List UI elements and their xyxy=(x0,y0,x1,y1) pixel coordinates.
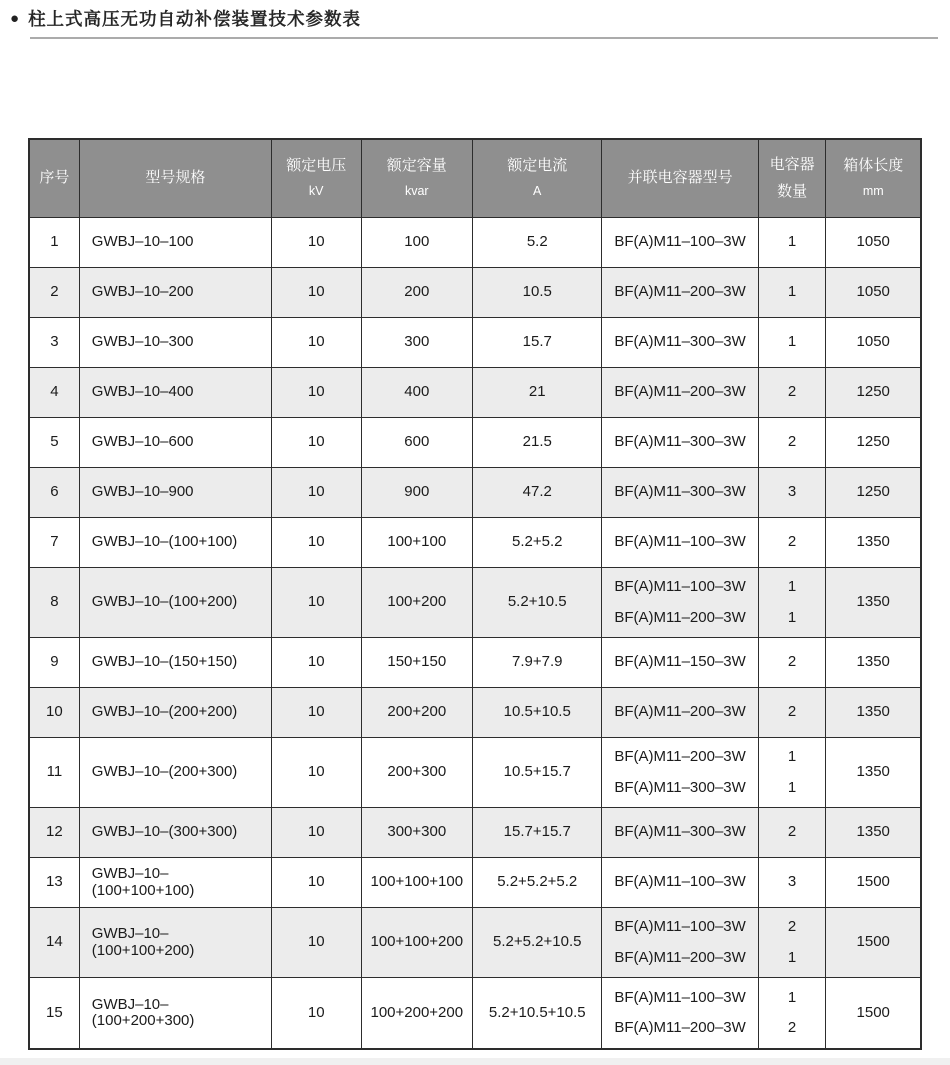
cell-box-length xyxy=(826,568,920,638)
cell-text: GWBJ–10–(200+200) xyxy=(91,703,238,721)
cell-text: 2 xyxy=(50,283,59,301)
cell-text: 10 xyxy=(307,483,325,501)
cell-text: 1500 xyxy=(856,1003,890,1021)
page-title xyxy=(10,6,361,31)
cell-text: 300 xyxy=(404,333,430,351)
cell-current xyxy=(473,518,602,568)
cell-text: BF(A)M11–300–3W xyxy=(614,483,746,501)
cell-capacity xyxy=(362,908,474,978)
cell-text: 1 xyxy=(787,233,797,251)
cell-text: GWBJ–10–200 xyxy=(91,283,194,301)
cell-text: 200+300 xyxy=(387,763,447,781)
page-bottom-strip xyxy=(0,1058,950,1065)
cell-voltage xyxy=(272,568,362,638)
column-header-unit: kvar xyxy=(404,183,429,198)
table-row xyxy=(30,318,920,368)
cell-seq xyxy=(30,518,80,568)
cell-text: 13 xyxy=(46,873,63,891)
cell-text: BF(A)M11–100–3W xyxy=(614,988,746,1006)
column-header-unit: kV xyxy=(308,183,324,198)
cell-text: 600 xyxy=(404,433,430,451)
cell-text: 4 xyxy=(50,383,59,401)
cell-text: GWBJ–10–(200+300) xyxy=(91,763,238,781)
cell-model xyxy=(80,568,272,638)
cell-text: 1350 xyxy=(856,763,890,781)
cell-model xyxy=(80,738,272,808)
table-row xyxy=(30,688,920,738)
cell-capacitor-model xyxy=(602,858,758,908)
cell-text: 300+300 xyxy=(387,823,447,841)
cell-text: 150+150 xyxy=(387,653,447,671)
cell-capacitor-count xyxy=(759,688,827,738)
cell-text: 5 xyxy=(50,433,59,451)
cell-box-length xyxy=(826,978,920,1048)
column-header-label: 额定电流 xyxy=(507,157,568,175)
cell-current xyxy=(473,908,602,978)
cell-text: GWBJ–10–100 xyxy=(91,233,194,251)
cell-text: 21.5 xyxy=(522,433,552,451)
cell-current xyxy=(473,858,602,908)
cell-voltage xyxy=(272,908,362,978)
cell-model xyxy=(80,318,272,368)
cell-text: 7 xyxy=(50,533,59,551)
cell-text: 1050 xyxy=(856,233,890,251)
cell-text: 2 xyxy=(787,823,797,841)
cell-text: 15 xyxy=(46,1003,63,1021)
cell-text: 7.9+7.9 xyxy=(512,653,563,671)
cell-text: GWBJ–10–(100+200+300) xyxy=(91,995,195,1029)
cell-model xyxy=(80,268,272,318)
cell-voltage xyxy=(272,218,362,268)
cell-model xyxy=(80,688,272,738)
cell-model xyxy=(80,418,272,468)
cell-current xyxy=(473,218,602,268)
cell-voltage xyxy=(272,318,362,368)
cell-text: GWBJ–10–300 xyxy=(91,333,194,351)
cell-text: 10 xyxy=(307,433,325,451)
cell-voltage xyxy=(272,468,362,518)
cell-voltage xyxy=(272,518,362,568)
cell-seq xyxy=(30,908,80,978)
cell-voltage xyxy=(272,978,362,1048)
cell-box-length xyxy=(826,218,920,268)
cell-voltage xyxy=(272,368,362,418)
cell-text: 1 xyxy=(787,778,797,796)
cell-capacitor-count xyxy=(759,368,827,418)
cell-model xyxy=(80,978,272,1048)
cell-text: BF(A)M11–200–3W xyxy=(614,283,746,301)
cell-text: 1350 xyxy=(856,703,890,721)
table-row xyxy=(30,568,920,638)
cell-model xyxy=(80,518,272,568)
cell-text: GWBJ–10–(100+100+100) xyxy=(91,865,195,899)
cell-text: 5.2+5.2 xyxy=(512,533,563,551)
cell-seq xyxy=(30,268,80,318)
cell-text: 11 xyxy=(46,763,63,781)
cell-seq xyxy=(30,318,80,368)
cell-seq xyxy=(30,688,80,738)
table-header-row xyxy=(30,140,920,218)
cell-text: GWBJ–10–(100+100+200) xyxy=(91,925,195,959)
table-row xyxy=(30,908,920,978)
cell-text: BF(A)M11–200–3W xyxy=(614,608,746,626)
cell-capacitor-model xyxy=(602,738,758,808)
cell-text: BF(A)M11–300–3W xyxy=(614,778,746,796)
column-header-model xyxy=(80,140,272,218)
cell-text: 2 xyxy=(787,918,797,935)
cell-text: 1 xyxy=(787,578,797,595)
cell-text: 10 xyxy=(307,283,325,301)
cell-text: 10 xyxy=(307,933,325,951)
cell-text: 10 xyxy=(307,873,325,891)
cell-capacity xyxy=(362,318,474,368)
cell-box-length xyxy=(826,858,920,908)
cell-text: BF(A)M11–150–3W xyxy=(614,653,746,671)
cell-capacity xyxy=(362,568,474,638)
cell-text: 15.7+15.7 xyxy=(503,823,571,841)
cell-text: 14 xyxy=(46,933,63,951)
cell-text: 12 xyxy=(46,823,63,841)
cell-text: BF(A)M11–100–3W xyxy=(614,918,746,935)
cell-text: 3 xyxy=(50,333,59,351)
cell-text: BF(A)M11–300–3W xyxy=(614,433,746,451)
cell-text: BF(A)M11–100–3W xyxy=(614,233,746,251)
cell-text: 47.2 xyxy=(522,483,552,501)
cell-current xyxy=(473,268,602,318)
cell-text: 1 xyxy=(50,233,59,251)
table-row xyxy=(30,808,920,858)
cell-text: GWBJ–10–600 xyxy=(91,433,194,451)
cell-model xyxy=(80,638,272,688)
bullet-icon: ● xyxy=(10,10,20,27)
cell-text: 10 xyxy=(307,593,325,611)
cell-text: 15.7 xyxy=(522,333,552,351)
cell-text: BF(A)M11–300–3W xyxy=(614,823,746,841)
cell-text: 100+200 xyxy=(387,593,447,611)
cell-current xyxy=(473,808,602,858)
cell-capacitor-count xyxy=(759,518,827,568)
cell-text: 1350 xyxy=(856,653,890,671)
cell-text: 400 xyxy=(404,383,430,401)
column-header-label: 并联电容器型号 xyxy=(627,169,733,187)
cell-capacitor-count xyxy=(759,638,827,688)
cell-current xyxy=(473,368,602,418)
column-header-box-length xyxy=(826,140,920,218)
cell-text: GWBJ–10–900 xyxy=(91,483,194,501)
cell-text: 8 xyxy=(50,593,59,611)
cell-text: 10 xyxy=(307,383,325,401)
cell-text: 3 xyxy=(787,483,797,501)
cell-seq xyxy=(30,568,80,638)
cell-capacitor-model xyxy=(602,318,758,368)
column-header-seq xyxy=(30,140,80,218)
cell-text: BF(A)M11–100–3W xyxy=(614,873,746,891)
cell-seq xyxy=(30,808,80,858)
cell-capacitor-model xyxy=(602,218,758,268)
cell-capacity xyxy=(362,978,474,1048)
cell-model xyxy=(80,218,272,268)
cell-model xyxy=(80,908,272,978)
cell-text: 10 xyxy=(307,703,325,721)
cell-text: GWBJ–10–(100+200) xyxy=(91,593,238,611)
cell-box-length xyxy=(826,808,920,858)
cell-seq xyxy=(30,638,80,688)
cell-current xyxy=(473,688,602,738)
cell-text: BF(A)M11–200–3W xyxy=(614,748,746,765)
cell-seq xyxy=(30,738,80,808)
table-row xyxy=(30,638,920,688)
cell-capacity xyxy=(362,738,474,808)
cell-text: 1500 xyxy=(856,873,890,891)
cell-text: 2 xyxy=(787,1019,797,1036)
cell-text: 5.2+10.5+10.5 xyxy=(488,1003,586,1021)
cell-text: 1250 xyxy=(856,383,890,401)
table-row xyxy=(30,738,920,808)
cell-text: 1250 xyxy=(856,433,890,451)
cell-voltage xyxy=(272,808,362,858)
cell-capacitor-model xyxy=(602,518,758,568)
cell-text: 1 xyxy=(787,333,797,351)
table-row xyxy=(30,218,920,268)
cell-text: 10 xyxy=(307,763,325,781)
cell-text: 1 xyxy=(787,948,797,966)
page-title-text: 柱上式高压无功自动补偿装置技术参数表 xyxy=(28,9,362,29)
cell-model xyxy=(80,808,272,858)
column-header-capacitor-model xyxy=(602,140,758,218)
cell-capacity xyxy=(362,688,474,738)
cell-capacity xyxy=(362,518,474,568)
cell-text: 1 xyxy=(787,283,797,301)
cell-box-length xyxy=(826,908,920,978)
cell-text: BF(A)M11–200–3W xyxy=(614,948,746,966)
cell-box-length xyxy=(826,738,920,808)
title-divider xyxy=(30,37,938,39)
column-header-label: 序号 xyxy=(39,169,70,187)
table-row xyxy=(30,418,920,468)
cell-capacitor-count xyxy=(759,908,827,978)
cell-seq xyxy=(30,368,80,418)
cell-box-length xyxy=(826,688,920,738)
cell-model xyxy=(80,858,272,908)
cell-voltage xyxy=(272,268,362,318)
cell-capacitor-count xyxy=(759,808,827,858)
cell-capacity xyxy=(362,858,474,908)
cell-text: 100+100+200 xyxy=(370,933,464,951)
column-header-unit: 数量 xyxy=(777,182,808,200)
cell-capacitor-count xyxy=(759,858,827,908)
cell-text: 100+200+200 xyxy=(370,1003,464,1021)
cell-capacity xyxy=(362,268,474,318)
cell-text: 2 xyxy=(787,533,797,551)
cell-capacitor-model xyxy=(602,568,758,638)
cell-capacitor-model xyxy=(602,908,758,978)
cell-capacitor-model xyxy=(602,688,758,738)
cell-text: 1350 xyxy=(856,823,890,841)
cell-capacity xyxy=(362,418,474,468)
cell-capacitor-count xyxy=(759,738,827,808)
cell-text: BF(A)M11–100–3W xyxy=(614,578,746,595)
cell-text: 10 xyxy=(307,823,325,841)
cell-text: 10 xyxy=(307,333,325,351)
cell-text: BF(A)M11–200–3W xyxy=(614,1019,746,1036)
column-header-voltage xyxy=(272,140,362,218)
parameters-table xyxy=(28,138,922,1050)
cell-voltage xyxy=(272,858,362,908)
cell-text: 1050 xyxy=(856,283,890,301)
cell-text: 10 xyxy=(307,653,325,671)
cell-text: GWBJ–10–(150+150) xyxy=(91,653,238,671)
cell-text: 10.5+15.7 xyxy=(503,763,571,781)
column-header-label: 型号规格 xyxy=(145,169,206,187)
cell-text: 1050 xyxy=(856,333,890,351)
cell-capacitor-model xyxy=(602,368,758,418)
cell-text: 10 xyxy=(307,233,325,251)
cell-text: 10.5+10.5 xyxy=(503,703,571,721)
cell-box-length xyxy=(826,418,920,468)
cell-capacitor-model xyxy=(602,468,758,518)
cell-text: BF(A)M11–300–3W xyxy=(614,333,746,351)
cell-text: 1350 xyxy=(856,593,890,611)
cell-capacity xyxy=(362,638,474,688)
cell-current xyxy=(473,318,602,368)
cell-text: 10.5 xyxy=(522,283,552,301)
cell-capacity xyxy=(362,368,474,418)
column-header-unit: mm xyxy=(862,183,884,198)
cell-text: 10 xyxy=(307,1003,325,1021)
cell-voltage xyxy=(272,418,362,468)
cell-capacitor-count xyxy=(759,978,827,1048)
column-header-label: 电容器 xyxy=(769,156,815,173)
cell-capacitor-count xyxy=(759,218,827,268)
cell-text: 9 xyxy=(50,653,59,671)
cell-current xyxy=(473,978,602,1048)
cell-text: 3 xyxy=(787,873,797,891)
cell-box-length xyxy=(826,638,920,688)
cell-text: 5.2+10.5 xyxy=(507,593,567,611)
cell-box-length xyxy=(826,368,920,418)
cell-voltage xyxy=(272,738,362,808)
cell-text: BF(A)M11–100–3W xyxy=(614,533,746,551)
cell-capacitor-model xyxy=(602,418,758,468)
cell-seq xyxy=(30,218,80,268)
cell-seq xyxy=(30,418,80,468)
cell-text: 5.2+5.2+5.2 xyxy=(497,873,578,891)
cell-text: 900 xyxy=(404,483,430,501)
cell-text: 10 xyxy=(46,703,63,721)
cell-model xyxy=(80,368,272,418)
cell-box-length xyxy=(826,268,920,318)
cell-text: 5.2 xyxy=(526,233,548,251)
cell-current xyxy=(473,418,602,468)
column-header-label: 额定电压 xyxy=(286,157,347,175)
cell-capacitor-model xyxy=(602,268,758,318)
cell-text: 1350 xyxy=(856,533,890,551)
table-row xyxy=(30,858,920,908)
cell-text: 100+100 xyxy=(387,533,447,551)
cell-model xyxy=(80,468,272,518)
cell-capacity xyxy=(362,468,474,518)
cell-seq xyxy=(30,978,80,1048)
column-header-current xyxy=(473,140,602,218)
cell-text: 2 xyxy=(787,653,797,671)
cell-text: 5.2+5.2+10.5 xyxy=(493,933,582,951)
cell-capacitor-count xyxy=(759,268,827,318)
cell-text: 100+100+100 xyxy=(370,873,464,891)
cell-box-length xyxy=(826,318,920,368)
column-header-unit: A xyxy=(533,183,542,198)
cell-current xyxy=(473,568,602,638)
cell-text: 6 xyxy=(50,483,59,501)
cell-capacitor-count xyxy=(759,468,827,518)
cell-capacitor-model xyxy=(602,638,758,688)
cell-text: 1 xyxy=(787,988,797,1006)
cell-text: 1500 xyxy=(856,933,890,951)
cell-box-length xyxy=(826,468,920,518)
column-header-label: 额定容量 xyxy=(386,157,447,175)
cell-current xyxy=(473,638,602,688)
cell-capacity xyxy=(362,218,474,268)
cell-text: GWBJ–10–(300+300) xyxy=(91,823,238,841)
cell-capacitor-count xyxy=(759,318,827,368)
cell-text: 1250 xyxy=(856,483,890,501)
cell-current xyxy=(473,738,602,808)
cell-text: 100 xyxy=(404,233,430,251)
column-header-label: 箱体长度 xyxy=(843,157,904,175)
cell-text: 2 xyxy=(787,433,797,451)
cell-seq xyxy=(30,468,80,518)
table-row xyxy=(30,468,920,518)
cell-capacitor-count xyxy=(759,568,827,638)
cell-capacitor-model xyxy=(602,978,758,1048)
cell-current xyxy=(473,468,602,518)
cell-text: 200+200 xyxy=(387,703,447,721)
cell-text: 2 xyxy=(787,703,797,721)
table-row xyxy=(30,978,920,1048)
column-header-capacitor-count xyxy=(759,140,827,218)
cell-text: GWBJ–10–(100+100) xyxy=(91,533,238,551)
cell-text: 200 xyxy=(404,283,430,301)
cell-text: BF(A)M11–200–3W xyxy=(614,383,746,401)
cell-text: 1 xyxy=(787,748,797,765)
cell-capacitor-count xyxy=(759,418,827,468)
table-row xyxy=(30,368,920,418)
table-row xyxy=(30,518,920,568)
cell-text: 2 xyxy=(787,383,797,401)
cell-text: 21 xyxy=(528,383,546,401)
cell-text: BF(A)M11–200–3W xyxy=(614,703,746,721)
cell-voltage xyxy=(272,638,362,688)
cell-seq xyxy=(30,858,80,908)
cell-capacitor-model xyxy=(602,808,758,858)
cell-voltage xyxy=(272,688,362,738)
table-row xyxy=(30,268,920,318)
cell-text: GWBJ–10–400 xyxy=(91,383,194,401)
column-header-capacity xyxy=(362,140,474,218)
cell-box-length xyxy=(826,518,920,568)
cell-text: 1 xyxy=(787,608,797,626)
cell-capacity xyxy=(362,808,474,858)
cell-text: 10 xyxy=(307,533,325,551)
